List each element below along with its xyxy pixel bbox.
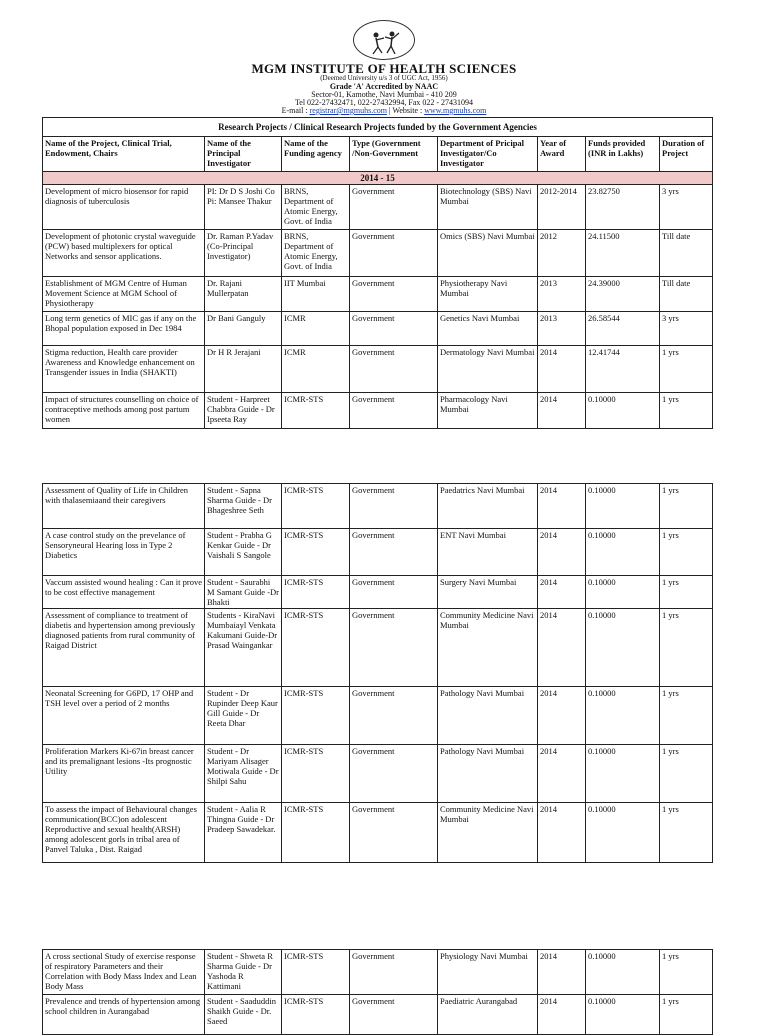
letterhead <box>0 0 768 116</box>
naac-grade-line: Grade 'A' Accredited by NAAC <box>329 82 439 91</box>
year-group-label: 2014 - 15 <box>43 172 713 185</box>
col-header-funds: Funds provided (INR in Lakhs) <box>586 137 660 172</box>
cell-duration: 1 yrs <box>660 484 713 529</box>
cell-project: Establishment of MGM Centre of Human Movement Science at MGM School of Physiotherapy <box>43 277 205 312</box>
cell-department: Biotechnology (SBS) Navi Mumbai <box>438 185 538 230</box>
cell-project: Assessment of Quality of Life in Children with thalasemiaand their caregivers <box>43 484 205 529</box>
cell-investigator: Student - Saurabhi M Samant Guide -Dr Bhakti <box>205 576 282 609</box>
cell-funds: 0.10000 <box>586 529 660 576</box>
cell-funds: 24.11500 <box>586 230 660 277</box>
cell-funds: 0.10000 <box>586 745 660 803</box>
cell-department: Dermatology Navi Mumbai <box>438 346 538 393</box>
table-row <box>43 576 713 609</box>
website-label: Website : <box>392 106 425 115</box>
cell-investigator: Dr. Rajani Mullerpatan <box>205 277 282 312</box>
cell-agency: ICMR-STS <box>282 609 350 687</box>
cell-investigator: Dr H R Jerajani <box>205 346 282 393</box>
col-header-agency: Name of the Funding agency <box>282 137 350 172</box>
cell-duration: Till date <box>660 230 713 277</box>
cell-agency: ICMR-STS <box>282 950 350 995</box>
cell-funds: 0.10000 <box>586 950 660 995</box>
cell-duration: 1 yrs <box>660 609 713 687</box>
cell-year: 2014 <box>538 995 586 1035</box>
cell-type: Government <box>350 995 438 1035</box>
table-row <box>43 745 713 803</box>
cell-agency: ICMR-STS <box>282 995 350 1035</box>
table-row <box>43 484 713 529</box>
cell-year: 2014 <box>538 609 586 687</box>
cell-duration: 1 yrs <box>660 346 713 393</box>
cell-year: 2012-2014 <box>538 185 586 230</box>
cell-project: A case control study on the prevelance of Sensoryneural Hearing loss in Type 2 Diabetics <box>43 529 205 576</box>
cell-project: Proliferation Markers Ki-67in breast cancer and its premalignant lesions -Its prognostic Utility <box>43 745 205 803</box>
table-row <box>43 687 713 745</box>
cell-funds: 0.10000 <box>586 609 660 687</box>
table-row <box>43 312 713 346</box>
cell-duration: 3 yrs <box>660 185 713 230</box>
table-caption-row <box>43 118 713 137</box>
col-header-investigator: Name of the Principal Investigator <box>205 137 282 172</box>
cell-investigator: PI: Dr D S Joshi Co Pi: Mansee Thakur <box>205 185 282 230</box>
website-link[interactable]: www.mgmuhs.com <box>424 106 487 115</box>
cell-funds: 0.10000 <box>586 995 660 1035</box>
table-row <box>43 185 713 230</box>
cell-funds: 0.10000 <box>586 576 660 609</box>
cell-type: Government <box>350 277 438 312</box>
cell-funds: 26.58544 <box>586 312 660 346</box>
col-header-year: Year of Award <box>538 137 586 172</box>
contact-line <box>0 106 768 115</box>
col-header-project: Name of the Project, Clinical Trial, Endowment, Chairs <box>43 137 205 172</box>
cell-department: Omics (SBS) Navi Mumbai <box>438 230 538 277</box>
cell-department: Physiotherapy Navi Mumbai <box>438 277 538 312</box>
cell-type: Government <box>350 745 438 803</box>
cell-duration: 1 yrs <box>660 393 713 429</box>
cell-agency: IIT Mumbai <box>282 277 350 312</box>
cell-project: Long term genetics of MIC gas if any on the Bhopal population exposed in Dec 1984 <box>43 312 205 346</box>
cell-project: Assessment of compliance to treatment of diabetis and hypertension among previously diagnosed patients from rural community of Raigad District <box>43 609 205 687</box>
cell-department: Paediatric Aurangabad <box>438 995 538 1035</box>
cell-investigator: Student - Saaduddin Shaikh Guide - Dr. Saeed <box>205 995 282 1035</box>
cell-duration: 1 yrs <box>660 950 713 995</box>
cell-agency: BRNS, Department of Atomic Energy, Govt. of India <box>282 230 350 277</box>
cell-type: Government <box>350 230 438 277</box>
institute-logo <box>353 20 415 60</box>
cell-year: 2014 <box>538 950 586 995</box>
cell-year: 2014 <box>538 745 586 803</box>
table-row <box>43 346 713 393</box>
cell-investigator: Student - Sapna Sharma Guide - Dr Bhageshree Seth <box>205 484 282 529</box>
cell-type: Government <box>350 393 438 429</box>
cell-department: Paedatrics Navi Mumbai <box>438 484 538 529</box>
cell-agency: ICMR-STS <box>282 576 350 609</box>
cell-project: To assess the impact of Behavioural changes communication(BCC)on adolescent Reproductive and sexual health(ARSH) among adolescent gorls in tribal area of Panvel Taluka , Dist. Raigad <box>43 803 205 863</box>
cell-project: Vaccum assisted wound healing : Can it prove to be cost effective management <box>43 576 205 609</box>
cell-project: A cross sectional Study of exercise response of respiratory Parameters and their Correlation with Body Mass Index and Lean Body Mass <box>43 950 205 995</box>
cell-department: Physiology Navi Mumbai <box>438 950 538 995</box>
cell-agency: ICMR <box>282 346 350 393</box>
cell-agency: ICMR-STS <box>282 529 350 576</box>
cell-department: Community Medicine Navi Mumbai <box>438 609 538 687</box>
cell-project: Development of photonic crystal waveguide (PCW) based multiplexers for optical Networks and sensor applications. <box>43 230 205 277</box>
cell-investigator: Dr. Raman P.Yadav (Co-Principal Investigator) <box>205 230 282 277</box>
cell-agency: ICMR <box>282 312 350 346</box>
table-row <box>43 950 713 995</box>
cell-duration: 1 yrs <box>660 745 713 803</box>
cell-department: Pathology Navi Mumbai <box>438 687 538 745</box>
research-projects-table-page3 <box>42 949 713 1035</box>
cell-type: Government <box>350 529 438 576</box>
cell-investigator: Student - Dr Rupinder Deep Kaur Gill Guide - Dr Reeta Dhar <box>205 687 282 745</box>
separator: | <box>386 106 393 115</box>
cell-duration: 1 yrs <box>660 529 713 576</box>
col-header-type: Type (Government /Non-Government <box>350 137 438 172</box>
cell-year: 2014 <box>538 484 586 529</box>
cell-type: Government <box>350 687 438 745</box>
table-row <box>43 277 713 312</box>
research-projects-table <box>42 117 713 429</box>
cell-agency: ICMR-STS <box>282 745 350 803</box>
cell-department: Community Medicine Navi Mumbai <box>438 803 538 863</box>
cell-duration: Till date <box>660 277 713 312</box>
cell-department: Surgery Navi Mumbai <box>438 576 538 609</box>
institute-name: MGM INSTITUTE OF HEALTH SCIENCES <box>251 61 517 76</box>
cell-year: 2013 <box>538 312 586 346</box>
cell-funds: 24.39000 <box>586 277 660 312</box>
cell-department: Genetics Navi Mumbai <box>438 312 538 346</box>
cell-funds: 12.41744 <box>586 346 660 393</box>
cell-investigator: Student - Shweta R Sharma Guide - Dr Yashoda R Kattimani <box>205 950 282 995</box>
email-link[interactable]: registrar@mgmuhs.com <box>309 106 387 115</box>
cell-year: 2014 <box>538 529 586 576</box>
cell-funds: 0.10000 <box>586 803 660 863</box>
cell-investigator: Student - Dr Mariyam Alisager Motiwala Guide - Dr Shilpi Sahu <box>205 745 282 803</box>
cell-agency: ICMR-STS <box>282 484 350 529</box>
cell-investigator: Students - KiraNavi Mumbaiayl Venkata Kakumani Guide-Dr Prasad Waingankar <box>205 609 282 687</box>
address-line: Sector-01, Kamothe, Navi Mumbai - 410 209 <box>311 90 457 99</box>
table-row <box>43 803 713 863</box>
col-header-department: Department of Pricipal Investigator/Co Investigator <box>438 137 538 172</box>
cell-year: 2014 <box>538 393 586 429</box>
cell-year: 2013 <box>538 277 586 312</box>
cell-duration: 1 yrs <box>660 995 713 1035</box>
col-header-duration: Duration of Project <box>660 137 713 172</box>
table-row <box>43 393 713 429</box>
email-label: E-mail : <box>281 106 310 115</box>
cell-project: Development of micro biosensor for rapid diagnosis of tuberculosis <box>43 185 205 230</box>
deemed-university-line: (Deemed University u/s 3 of UGC Act, 1956) <box>320 74 448 82</box>
cell-project: Neonatal Screening for G6PD, 17 OHP and TSH level over a period of 2 months <box>43 687 205 745</box>
cell-type: Government <box>350 312 438 346</box>
table-row <box>43 609 713 687</box>
cell-duration: 1 yrs <box>660 803 713 863</box>
cell-year: 2014 <box>538 687 586 745</box>
cell-department: ENT Navi Mumbai <box>438 529 538 576</box>
cell-type: Government <box>350 609 438 687</box>
year-group-row <box>43 172 713 185</box>
cell-year: 2012 <box>538 230 586 277</box>
cell-project: Stigma reduction, Health care provider Awareness and Knowledge enhancement on Transgender issues in India (SHAKTI) <box>43 346 205 393</box>
cell-duration: 1 yrs <box>660 687 713 745</box>
cell-funds: 0.10000 <box>586 484 660 529</box>
table-row <box>43 230 713 277</box>
cell-investigator: Dr Bani Ganguly <box>205 312 282 346</box>
cell-type: Government <box>350 484 438 529</box>
cell-year: 2014 <box>538 803 586 863</box>
cell-investigator: Student - Prabha G Kenkar Guide - Dr Vaishali S Sangole <box>205 529 282 576</box>
cell-type: Government <box>350 803 438 863</box>
research-projects-table-continued <box>42 483 713 863</box>
cell-type: Government <box>350 950 438 995</box>
cell-funds: 0.10000 <box>586 393 660 429</box>
cell-agency: ICMR-STS <box>282 803 350 863</box>
cell-investigator: Student - Aalia R Thingna Guide - Dr Pradeep Sawadekar. <box>205 803 282 863</box>
cell-agency: BRNS, Department of Atomic Energy, Govt. of India <box>282 185 350 230</box>
cell-type: Government <box>350 576 438 609</box>
cell-project: Prevalence and trends of hypertension among school children in Aurangabad <box>43 995 205 1035</box>
table-row <box>43 529 713 576</box>
column-header-row <box>43 137 713 172</box>
table-title: Research Projects / Clinical Research Projects funded by the Government Agencies <box>43 118 713 137</box>
cell-type: Government <box>350 346 438 393</box>
cell-agency: ICMR-STS <box>282 687 350 745</box>
cell-agency: ICMR-STS <box>282 393 350 429</box>
cell-year: 2014 <box>538 346 586 393</box>
table-row <box>43 995 713 1035</box>
cell-department: Pharmacology Navi Mumbai <box>438 393 538 429</box>
cell-duration: 1 yrs <box>660 576 713 609</box>
cell-duration: 3 yrs <box>660 312 713 346</box>
cell-investigator: Student - Harpreet Chabbra Guide - Dr Ipseeta Ray <box>205 393 282 429</box>
phone-line: Tel 022-27432471, 022-27432994, Fax 022 - 27431094 <box>294 98 474 107</box>
cell-year: 2014 <box>538 576 586 609</box>
cell-project: Impact of structures counselling on choice of contraceptive methods among post partum women <box>43 393 205 429</box>
cell-type: Government <box>350 185 438 230</box>
cell-funds: 0.10000 <box>586 687 660 745</box>
cell-funds: 23.82750 <box>586 185 660 230</box>
cell-department: Pathology Navi Mumbai <box>438 745 538 803</box>
